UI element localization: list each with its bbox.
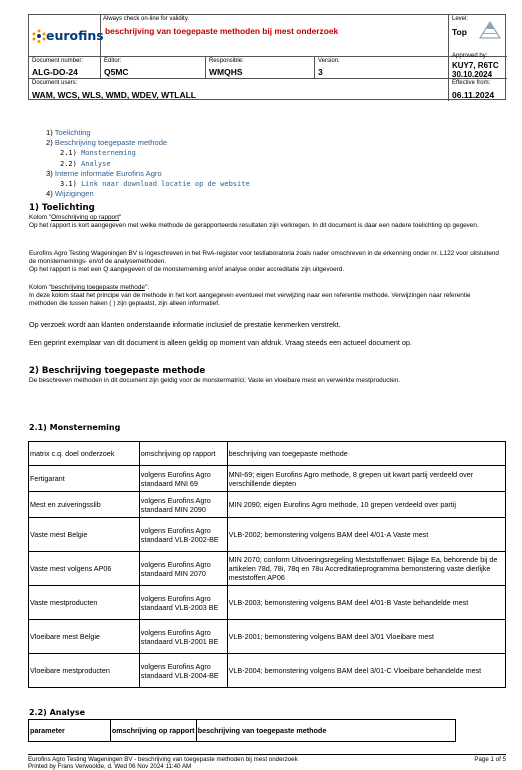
toc-link[interactable]: Analyse (81, 159, 111, 168)
eurofins-logo-icon (32, 29, 46, 43)
effective-from-label: Effective from: (452, 80, 491, 86)
section-1-paragraph-3: Kolom "beschrijving toegepaste methode": In deze kolom staat het principe van de methode in het kort aangegeven eventueel met verwijzing naar een referentie methode. Verwijzingen naar referentie methoden die tussen haken ( ) zijn geplaatst, zijn alleen informatief. (29, 284, 471, 307)
editor-cell (101, 57, 206, 79)
validity-note: Always check on-line for validity. (103, 16, 189, 22)
toc-item[interactable]: 2.2) Analyse (60, 159, 111, 168)
eurofins-logo (29, 15, 104, 57)
toc-link[interactable]: Interne informatie Eurofins Agro (54, 168, 162, 178)
table-row: Vloeibare mest Belgie volgens Eurofins Agro standaard VLB-2001 BE VLB-2001; bemonstering volgens BAM deel 3/01 Vloeibare mest (29, 620, 506, 654)
brand-name: eurofins (46, 28, 104, 43)
approved-date: 30.10.2024 (452, 70, 493, 79)
toc-item[interactable]: 1) Toelichting (46, 128, 91, 137)
table-header-cell: beschrijving van toegepaste methode (227, 442, 505, 466)
toc-item[interactable]: 3.1) Link naar download locatie op de website (60, 180, 250, 189)
table-row: Vaste mest volgens AP06 volgens Eurofins Agro standaard MIN 2070 MIN 2070; conform Uitvoeringsregeling Meststoffenwet: Bijlage Ea, behorende bij de artikelen 78d, 78i, 78q en 78u Accreditatieprogramma bemonstering vaste dierlijke meststoffen AP06 (29, 552, 506, 586)
footer-line-1: Eurofins Agro Testing Wageningen BV - beschrijving van toegepaste methoden bij mest onderzoek (28, 756, 298, 763)
table-row: Vaste mestproducten volgens Eurofins Agro standaard VLB-2003 BE VLB-2003; bemonstering volgens BAM deel 4/01-B Vaste behandelde mest (29, 586, 506, 620)
effective-from-cell (449, 79, 507, 101)
table-row: Fertigarant volgens Eurofins Agro standaard MNI 69 MNI-69; eigen Eurofins Agro methode, 8 grepen uit kwart partij verdeeld over verschillende diepten (29, 466, 506, 492)
section-1-paragraph-2: Eurofins Agro Testing Wageningen BV is ingeschreven in het RvA-register voor testlaboratoria zoals nader omschreven in de erkenning onder nr. L122 voor uitsluitend de monsternemings- en/of de analysemethoden. Op het rapport is met een Q aangegeven of de monsterneming en/of analyse onder accreditatie zijn uitgevoerd. (29, 250, 499, 273)
responsible-value: WMQHS (209, 67, 243, 77)
table-header-cell: parameter (29, 720, 111, 742)
section-21-heading: 2.1) Monsterneming (29, 423, 121, 432)
level-cell (449, 15, 507, 57)
toc-link[interactable]: Link naar download locatie op de website (81, 180, 250, 189)
pyramid-icon (479, 21, 501, 39)
editor-value: Q5MC (104, 67, 129, 77)
toc-link[interactable]: Toelichting (54, 128, 91, 137)
section-2-heading: 2) Beschrijving toegepaste methode (29, 366, 206, 376)
toc-link[interactable]: Beschrijving toegepaste methode (54, 138, 168, 148)
table-header-cell: omschrijving op rapport (110, 720, 196, 742)
toc-item[interactable]: 2.1) Monsterneming (60, 149, 136, 158)
table-header-cell: omschrijving op rapport (139, 442, 227, 466)
approved-by: KUY7, R6TC (452, 61, 499, 70)
level-label: Level: (452, 16, 469, 22)
version-value: 3 (318, 67, 323, 77)
footer-line-2: Printed by Frans Verwoolde, d. Wed 06 Nov 2024 11:40 AM (28, 763, 192, 770)
toc-link[interactable]: Wijzigingen (54, 189, 94, 199)
document-users-label: Document users: (32, 80, 78, 86)
document-number-cell (29, 57, 101, 79)
beschrijving-toegepaste-methode-link: beschrijving toegepaste methode (51, 284, 145, 291)
section-1-heading: 1) Toelichting (29, 203, 95, 213)
toc-link[interactable]: Monsterneming (81, 149, 136, 158)
table-row: Vloeibare mestproducten volgens Eurofins Agro standaard VLB-2004-BE VLB-2004; bemonstering volgens BAM deel 3/01-C Vloeibare behandelde mest (29, 654, 506, 688)
approved-by-label: Approved by: (452, 53, 488, 59)
page-number: Page 1 of 5 (474, 756, 506, 763)
responsible-label: Responsible: (209, 58, 244, 64)
page-footer (28, 754, 506, 770)
responsible-cell (206, 57, 315, 79)
document-users-cell (29, 79, 449, 101)
document-title: beschrijving van toegepaste methoden bij mest onderzoek (105, 26, 339, 36)
table-header-row (29, 720, 456, 742)
table-header-cell: beschrijving van toegepaste methode (196, 720, 455, 742)
section-22-heading: 2.2) Analyse (29, 708, 86, 717)
monsterneming-table (28, 441, 506, 688)
approved-cell (449, 53, 507, 79)
omschrijving-op-rapport-link: Omschrijving op rapport (51, 214, 120, 221)
table-row: Mest en zuiveringsslib volgens Eurofins Agro standaard MIN 2090 MIN 2090; eigen Eurofins Agro methode, 10 grepen verdeeld over partij (29, 492, 506, 518)
section-2-text: De beschreven methoden in dit document zijn geldig voor de monstermatrici; Vaste en vloeibare mest en verwerkte mestproducten. (29, 377, 401, 384)
document-number: ALG-DO-24 (32, 67, 78, 77)
table-row: Vaste mest Belgie volgens Eurofins Agro standaard VLB-2002-BE VLB-2002; bemonstering volgens BAM deel 4/01-A Vaste mest (29, 518, 506, 552)
toc-item[interactable]: 2) Beschrijving toegepaste methode (46, 138, 168, 148)
section-1-paragraph-4: Op verzoek wordt aan klanten onderstaande informatie inclusief de prestatie kenmerken verstrekt. (29, 320, 341, 329)
editor-label: Editor: (104, 58, 122, 64)
toc-item[interactable]: 3) Interne informatie Eurofins Agro (46, 168, 162, 178)
document-number-label: Document number: (32, 58, 84, 64)
version-label: Version: (318, 58, 340, 64)
table-header-row (29, 442, 506, 466)
table-header-cell: matrix c.q. doel onderzoek (29, 442, 140, 466)
effective-from: 06.11.2024 (452, 90, 495, 100)
toc-item[interactable]: 4) Wijzigingen (46, 189, 94, 199)
document-header (28, 14, 506, 100)
analyse-table (28, 719, 456, 742)
section-1-paragraph-1: Kolom "Omschrijving op rapport" Op het rapport is kort aangegeven met welke methode de gerapporteerde resultaten zijn verkregen. In dit document is daar een nadere toelichting op gegeven. (29, 214, 479, 229)
level-value: Top (452, 27, 467, 37)
document-users: WAM, WCS, WLS, WMD, WDEV, WTLALL (32, 90, 196, 100)
section-1-paragraph-5: Een geprint exemplaar van dit document is alleen geldig op moment van afdruk. Vraag steeds een actueel document op. (29, 338, 412, 347)
table-of-contents (46, 128, 250, 199)
version-cell (315, 57, 449, 79)
title-cell (101, 15, 449, 57)
